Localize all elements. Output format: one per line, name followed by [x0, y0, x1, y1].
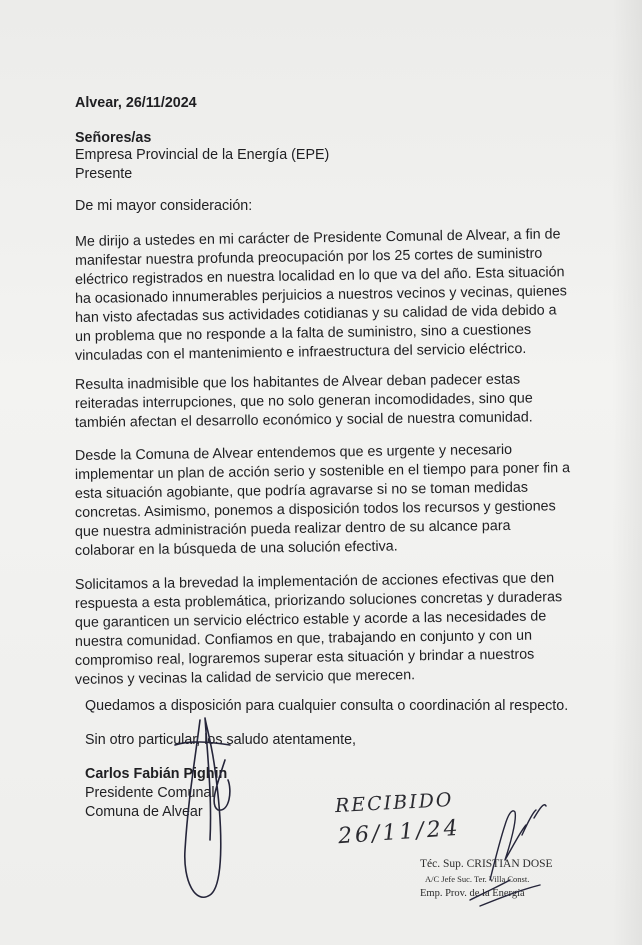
- place-date: Alvear, 26/11/2024: [75, 95, 197, 111]
- paragraph-line: Me dirijo a ustedes en mi carácter de Presidente Comunal de Alvear, a fin de: [74, 226, 561, 250]
- stamp-line-2: A/C Jefe Suc. Ter. Villa Const.: [425, 874, 530, 884]
- page-edge-shadow: [612, 0, 642, 945]
- paragraph-line: Resulta inadmisible que los habitantes de Alvear deban padecer estas: [74, 371, 521, 393]
- paragraph-line: respuesta a esta problemática, priorizando soluciones concretas y duraderas: [74, 589, 563, 612]
- paragraph-line: ha ocasionado innumerables perjuicios a nuestros vecinos y vecinas, quienes: [74, 283, 568, 307]
- paragraph-line: implementar un plan de acción serio y sostenible en el tiempo para poner fin a: [74, 460, 571, 483]
- paragraph-line: también afectan el desarrollo económico y social de nuestra comunidad.: [74, 409, 533, 431]
- paragraph-line: que nuestra administración pueda realizar dentro de su alcance para: [74, 517, 511, 540]
- recipient: Empresa Provincial de la Energía (EPE): [75, 147, 330, 163]
- stamp-line-1: Téc. Sup. CRISTIAN DOSE: [420, 858, 553, 870]
- stamp-line-3: Emp. Prov. de la Energía: [420, 888, 525, 899]
- paragraph-line: esta situación agobiante, que podría agravarse si no se toman medidas: [74, 479, 529, 502]
- paragraph-line: nuestra comunidad. Confiamos en que, trabajando en conjunto y con un: [74, 627, 533, 650]
- paragraph-line: colaborar en la búsqueda de una solución efectiva.: [74, 538, 398, 559]
- paragraph-line: reiteradas interrupciones, que no solo generan incomodidades, sino que: [74, 390, 533, 412]
- paragraph-line: han visto afectadas sus actividades cotidianas y su calidad de vida debido a: [74, 302, 557, 326]
- availability-line: Quedamos a disposición para cualquier consulta o coordinación al respecto.: [85, 698, 569, 714]
- received-handwriting: RECIBIDO: [334, 788, 454, 818]
- paragraph-line: concretas. Asimismo, ponemos a disposición todos los recursos y gestiones: [74, 498, 556, 521]
- signer-role: Presidente Comunal: [85, 785, 215, 801]
- paragraph-line: que garanticen un servicio eléctrico estable y acorde a las necesidades de: [74, 608, 547, 631]
- paragraph-line: compromiso real, lograremos superar esta situación y brindar a nuestros: [74, 646, 535, 669]
- paragraph-line: Solicitamos a la brevedad la implementación de acciones efectivas que den: [74, 570, 555, 593]
- salutation: Señores/as: [75, 130, 152, 146]
- closing-line: Sin otro particular, los saludo atentamente,: [85, 732, 357, 748]
- paragraph-line: Desde la Comuna de Alvear entendemos que es urgente y necesario: [74, 441, 513, 464]
- signer-organization: Comuna de Alvear: [85, 804, 203, 820]
- paragraph-line: un problema que no responde a la falta de suministro, sino a cuestiones: [74, 321, 532, 345]
- signer-name: Carlos Fabián Pighin: [85, 766, 228, 782]
- paragraph-line: eléctrico registrados en nuestra localidad en lo que va del año. Esta situación: [74, 264, 565, 288]
- received-date-handwriting: 26/11/24: [337, 815, 462, 850]
- greeting: De mi mayor consideración:: [75, 198, 253, 214]
- present-line: Presente: [75, 166, 133, 182]
- paragraph-line: vinculadas con el mantenimiento e infraestructura del servicio eléctrico.: [74, 340, 527, 364]
- paragraph-line: manifestar nuestra profunda preocupación por los 25 cortes de suministro: [74, 245, 543, 269]
- paragraph-line: vecinos y vecinas la calidad de servicio que merecen.: [74, 667, 416, 688]
